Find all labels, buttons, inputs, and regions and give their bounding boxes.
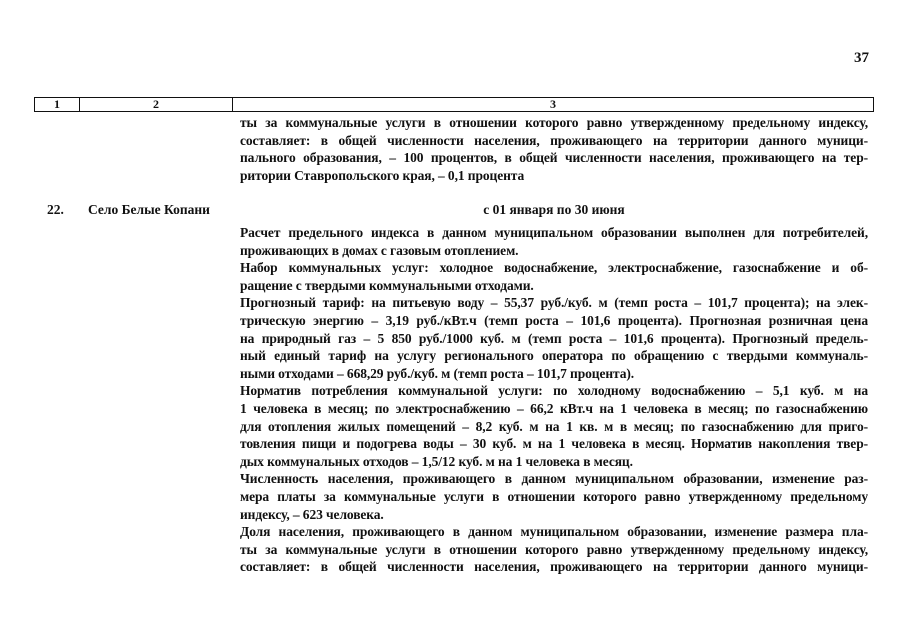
text-line: Расчет предельного индекса в данном муниципальном образовании выполнен для потребителей,: [240, 225, 868, 240]
text-line: Прогнозный тариф: на питьевую воду – 55,37 руб./куб. м (темп роста – 101,7 процента); на элек-: [240, 295, 868, 311]
text-line: трическую энергию – 3,19 руб./кВт.ч (темп роста – 101,6 процента). Прогнозная розничная цена: [240, 312, 868, 328]
table-header-col-2: 2: [80, 98, 233, 111]
text-line: проживающих в домах с газовым отоплением.: [240, 242, 519, 258]
text-line: ными отходами – 668,29 руб./куб. м (темп роста – 101,7 процента).: [240, 365, 635, 381]
text-line: ритории Ставропольского края, – 0,1 процента: [240, 167, 525, 183]
text-line: индексу, – 623 человека.: [240, 506, 384, 522]
text-line: 1 человека в месяц; по электроснабжению – 66,2 кВт.ч на 1 человека в месяц; по газоснабжению: [240, 400, 868, 416]
text-line: для отопления жилых помещений – 8,2 куб. м на 1 кв. м в месяц; по газоснабжению для приго-: [240, 418, 868, 434]
entry-name: Село Белые Копани: [88, 202, 210, 217]
text-line: ный единый тариф на услугу регионального оператора по обращению с твердыми коммуналь-: [240, 348, 868, 364]
table-header-col-1: 1: [35, 98, 80, 111]
paragraph-calculation-basis: [240, 224, 868, 259]
paragraph-population-share: [240, 523, 868, 576]
text-line: товления пищи и подогрева воды – 30 куб. м на 1 человека в месяц. Норматив накопления твер-: [240, 436, 868, 452]
paragraph-services-set: [240, 259, 868, 294]
table-header-col-3: 3: [550, 97, 556, 111]
text-line: ты за коммунальные услуги в отношении которого равно утвержденному предельному индексу,: [240, 541, 868, 557]
text-line: на природный газ – 5 850 руб./1000 куб. м (темп роста – 101,6 процента). Прогнозный предель-: [240, 330, 868, 346]
entry-number: 22.: [47, 202, 64, 217]
paragraph-consumption-norms: [240, 382, 868, 470]
table-header-row: [34, 97, 874, 112]
text-line: составляет: в общей численности населения, проживающего на территории данного муници-: [240, 559, 868, 575]
text-line: Норматив потребления коммунальной услуги: по холодному водоснабжению – 5,1 куб. м на: [240, 383, 868, 399]
text-line: Набор коммунальных услуг: холодное водоснабжение, электроснабжение, газоснабжение и об-: [240, 260, 868, 276]
entry-description: [240, 224, 868, 576]
text-line: пального образования, – 100 процентов, в общей численности населения, проживающего на тер-: [240, 150, 868, 166]
entry-period: с 01 января по 30 июня: [483, 202, 625, 217]
text-line: ращение с твердыми коммунальными отходами.: [240, 277, 534, 293]
text-line: ты за коммунальные услуги в отношении которого равно утвержденному предельному индексу,: [240, 115, 868, 130]
text-line: Доля населения, проживающего в данном муниципальном образовании, изменение размера пла-: [240, 524, 868, 540]
page-number: 37: [854, 50, 869, 66]
text-line: составляет: в общей численности населения, проживающего на территории данного муници-: [240, 132, 868, 148]
paragraph-population-count: [240, 470, 868, 523]
text-line: дых коммунальных отходов – 1,5/12 куб. м на 1 человека в месяц.: [240, 453, 633, 469]
paragraph-tariffs: [240, 294, 868, 382]
continuation-text: [240, 114, 868, 184]
text-line: Численность населения, проживающего в данном муниципальном образовании, изменение раз-: [240, 471, 868, 487]
text-line: мера платы за коммунальные услуги в отношении которого равно утвержденному предельному: [240, 488, 868, 504]
